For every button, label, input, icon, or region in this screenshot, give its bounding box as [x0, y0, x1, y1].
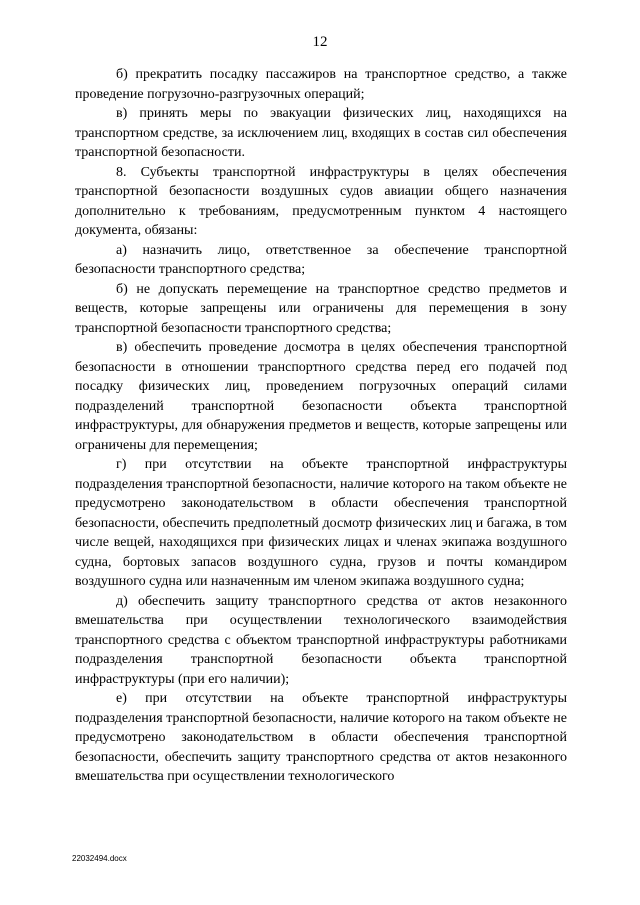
paragraph-v-inspection: в) обеспечить проведение досмотра в целях обеспечения транспортной безопасности в отношении транспортного средства перед его подачей под посадку физических лиц, проведением погрузочных операций силами подразделений транспортной безопасности объекта транспортной инфраструктуры, для обнаружения предметов и веществ, которые запрещены или ограничены для перемещения;	[75, 340, 567, 453]
footer-filename: 22032494.docx	[72, 854, 127, 863]
document-body	[75, 65, 567, 787]
paragraph-b-stop-boarding: б) прекратить посадку пассажиров на транспортное средство, а также проведение погрузочно-разгрузочных операций;	[75, 67, 567, 102]
paragraph-v-evacuation: в) принять меры по эвакуации физических лиц, находящихся на транспортном средстве, за исключением лиц, входящих в состав сил обеспечения транспортной безопасности.	[75, 106, 567, 160]
paragraph-g-preflight: г) при отсутствии на объекте транспортной инфраструктуры подразделения транспортной безопасности, наличие которого на таком объекте не предусмотрено законодательством в области обеспечения транспортной безопасности, обеспечить предполетный досмотр физических лиц и багажа, в том числе вещей, находящихся при физических лицах и членах экипажа воздушного судна, бортовых запасов воздушного судна, грузов и почты командиром воздушного судна или назначенным им членом экипажа воздушного судна;	[75, 457, 567, 589]
paragraph-d-protection: д) обеспечить защиту транспортного средства от актов незаконного вмешательства при осуществлении технологического взаимодействия транспортного средства с объектом транспортной инфраструктуры работниками подразделения транспортной безопасности объекта транспортной инфраструктуры (при его наличии);	[75, 593, 567, 687]
paragraph-a-appoint: а) назначить лицо, ответственное за обеспечение транспортной безопасности транспортного средства;	[75, 242, 567, 277]
page-number: 12	[312, 34, 328, 50]
paragraph-e-protection: е) при отсутствии на объекте транспортной инфраструктуры подразделения транспортной безопасности, наличие которого на таком объекте не предусмотрено законодательством в области обеспечения транспортной безопасности, обеспечить защиту транспортного средства от актов незаконного вмешательства при осуществлении технологического	[75, 691, 567, 784]
paragraph-8-subjects: 8. Субъекты транспортной инфраструктуры в целях обеспечения транспортной безопасности воздушных судов авиации общего назначения дополнительно к требованиям, предусмотренным пунктом 4 настоящего документа, обязаны:	[75, 164, 567, 238]
paragraph-b-prohibit: б) не допускать перемещение на транспортное средство предметов и веществ, которые запрещены или ограничены для перемещения в зону транспортной безопасности транспортного средства;	[75, 281, 567, 336]
